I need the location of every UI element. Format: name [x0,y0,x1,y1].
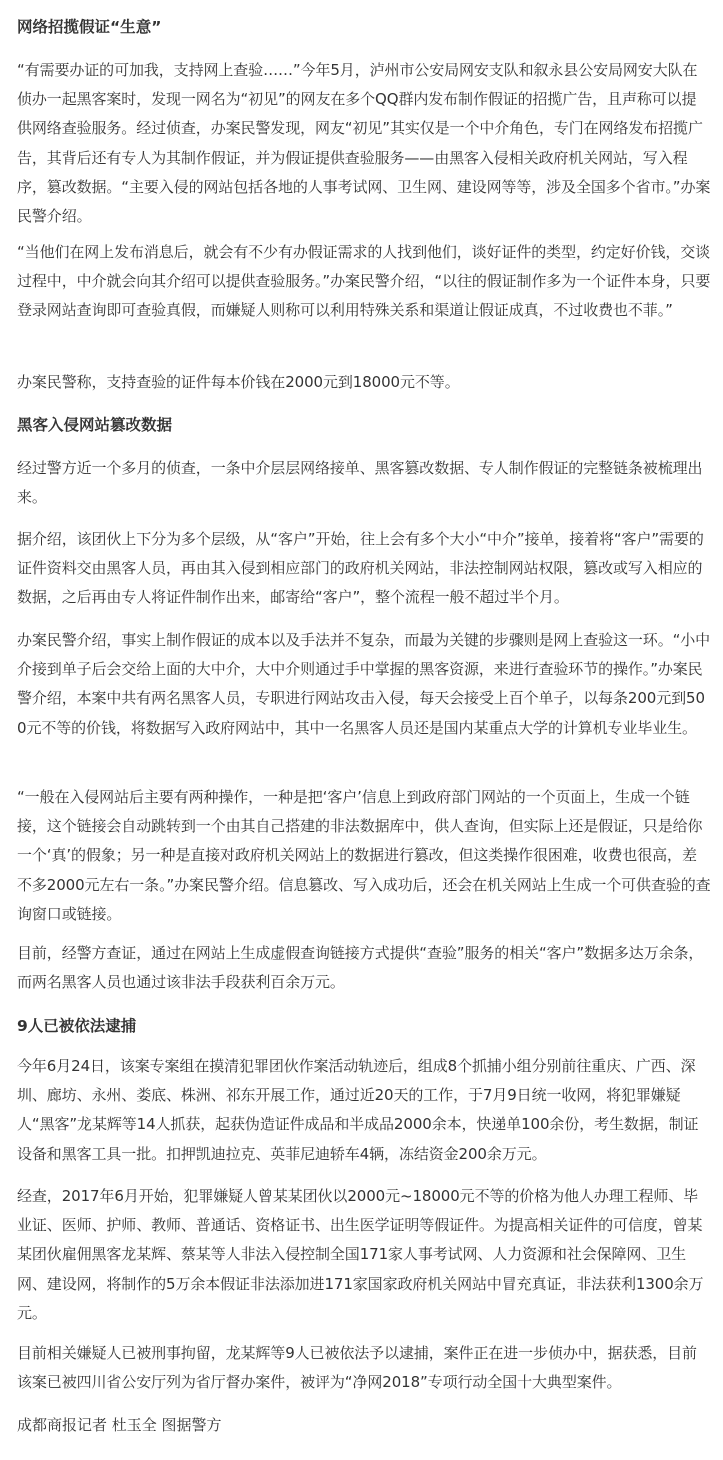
section-heading-hacker-intrusion: 黑客入侵网站篡改数据 [17,416,173,434]
paragraph-price: 办案民警称，支持查验的证件每本价钱在2000元到18000元不等。 [17,373,460,391]
paragraph-posting-messages: “当他们在网上发布消息后，就会有不少有办假证需求的人找到他们，谈好证件的类型，约定好价钱，交谈过程中，中介就会向其介绍可以提供查验服务。”办案民警介绍，“以往的假证制作多为一个证件本身，只要登录网站查询即可查验真假，而嫌疑人则称可以利用特殊关系和渠道让假证成真，不过收费也不菲。” [17,243,711,320]
paragraph-gang-structure: 据介绍，该团伙上下分为多个层级，从“客户”开始，往上会有多个大小“中介”接单，接着将“客户”需要的证件资料交由黑客人员，再由其入侵到相应部门的政府机关网站，非法控制网站权限，篡改或写入相应的数据，之后再由专人将证件制作出来，邮寄给“客户”，整个流程一般不超过半个月。 [17,530,704,607]
byline: 成都商报记者 杜玉全 图据警方 [17,1416,222,1434]
section-heading-arrests: 9人已被依法逮捕 [17,1017,137,1035]
paragraph-findings: 经查，2017年6月开始，犯罪嫌疑人曾某某团伙以2000元~18000元不等的价格为他人办理工程师、毕业证、医师、护师、教师、普通话、资格证书、出生医学证明等假证件。为提高相关证件的可信度，曾某某团伙雇佣黑客龙某辉、蔡某等人非法入侵控制全国171家人事考试网、人力资源和社会保障网、卫生网、建设网，将制作的5万余本假证非法添加进171家国家政府机关网站中冒充真证，非法获利1300余万元。 [17,1187,704,1322]
paragraph-two-operations: “一般在入侵网站后主要有两种操作，一种是把‘客户’信息上到政府部门网站的一个页面上，生成一个链接，这个链接会自动跳转到一个由其自己搭建的非法数据库中，供人查询，但实际上还是假证，只是给你一个‘真’的假象；另一种是直接对政府机关网站上的数据进行篡改，但这类操作很困难，收费也很高，差不多2000元左右一条。”办案民警介绍。信息篡改、写入成功后，还会在机关网站上生成一个可供查验的查询窗口或链接。 [17,788,711,923]
paragraph-status: 目前相关嫌疑人已被刑事拘留，龙某辉等9人已被依法予以逮捕，案件正在进一步侦办中，据获悉，目前该案已被四川省公安厅列为省厅督办案件，被评为“净网2018”专项行动全国十大典型案件。 [17,1344,697,1392]
paragraph-investigation: 经过警方近一个多月的侦查，一条中介层层网络接单、黑客篡改数据、专人制作假证的完整链条被梳理出来。 [17,459,703,507]
paragraph-verification-step: 办案民警介绍，事实上制作假证的成本以及手法并不复杂，而最为关键的步骤则是网上查验这一环。“小中介接到单子后会交给上面的大中介，大中介则通过手中掌握的黑客资源，来进行查验环节的操作。”办案民警介绍，本案中共有两名黑客人员，专职进行网站攻击入侵，每天会接受上百个单子，以每条200元到500元不等的价钱，将数据写入政府网站中，其中一名黑客人员还是国内某重点大学的计算机专业毕业生。 [17,631,711,737]
paragraph-intro: “有需要办证的可加我，支持网上查验……”今年5月，泸州市公安局网安支队和叙永县公安局网安大队在侦办一起黑客案时，发现一网名为“初见”的网友在多个QQ群内发布制作假证的招揽广告，且声称可以提供网络查验服务。经过侦查，办案民警发现，网友“初见”其实仅是一个中介角色，专门在网络发布招揽广告，其背后还有专人为其制作假证，并为假证提供查验服务——由黑客入侵相关政府机关网站，写入程序，篡改数据。“主要入侵的网站包括各地的人事考试网、卫生网、建设网等等，涉及全国多个省市。”办案民警介绍。 [17,61,711,226]
paragraph-scale: 目前，经警方查证，通过在网站上生成虚假查询链接方式提供“查验”服务的相关“客户”数据多达万余条，而两名黑客人员也通过该非法手段获利百余万元。 [17,944,704,992]
section-heading-fake-certificate-business: 网络招揽假证“生意” [17,18,162,36]
paragraph-raid: 今年6月24日，该案专案组在摸清犯罪团伙作案活动轨迹后，组成8个抓捕小组分别前往重庆、广西、深圳、廊坊、永州、娄底、株洲、祁东开展工作，通过近20天的工作，于7月9日统一收网，将犯罪嫌疑人“黑客”龙某辉等14人抓获，起获伪造证件成品和半成品2000余本，快递单100余份，考生数据，制证设备和黑客工具一批。扣押凯迪拉克、英菲尼迪轿车4辆，冻结资金200余万元。 [17,1057,699,1163]
